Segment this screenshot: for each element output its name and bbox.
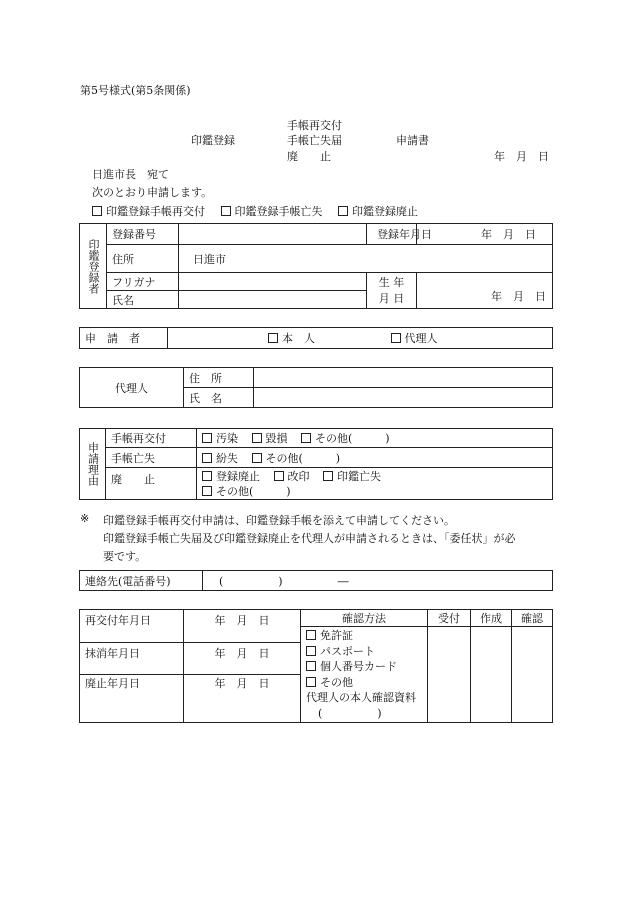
reason-table [79,428,553,500]
checkbox[interactable] [202,471,212,481]
checkbox[interactable] [274,471,284,481]
option-label: 登録廃止 [216,469,260,483]
reason-header: 申請理由 [80,429,106,500]
title-option-reissue: 手帳再交付 [287,119,342,132]
furigana-field[interactable] [179,273,367,291]
checkbox[interactable] [202,486,212,496]
registrant-table [79,223,553,309]
note-line-3: 要です。 [103,550,147,563]
checkbox[interactable] [202,453,212,463]
registrant-header: 印鑑登録者 [80,224,107,309]
receipt-label: 受付 [428,610,471,627]
confirm-method-label: 確認方法 [301,610,428,627]
applicant-table [79,327,553,349]
title-option-abolish: 廃 止 [287,150,331,163]
furigana-label: フリガナ [107,273,179,291]
agent-id-paren: ( ) [318,706,382,720]
note-line-1: 印鑑登録手帳再交付申請は、印鑑登録手帳を添えて申請してください。 [103,514,455,527]
confirm-methods [301,627,428,723]
checkbox[interactable] [338,206,348,216]
title-option-loss: 手帳亡失届 [287,134,342,147]
name-field[interactable] [179,291,367,309]
created-label: 作成 [471,610,512,627]
agent-name-label: 氏 名 [184,388,254,408]
cancel-date-field[interactable]: 年 月 日 [184,643,301,675]
agent-name-field[interactable] [254,388,553,408]
address-label: 住所 [107,245,179,273]
option-label: その他( ) [216,484,291,498]
agent-table [79,367,553,408]
applicant-self-label: 本 人 [282,332,315,345]
reg-number-field[interactable] [179,224,367,245]
checkbox[interactable] [391,333,401,343]
agent-address-field[interactable] [254,368,553,388]
title-suffix: 申請書 [396,134,429,147]
contact-label: 連絡先(電話番号) [80,571,203,591]
method-label: 免許証 [320,629,353,642]
option-label: 紛失 [216,451,238,465]
checkbox[interactable] [202,433,212,443]
checked-label: 確認 [512,610,553,627]
birth-label: 生 年 月 日 [367,273,417,309]
note-mark: ※ [80,512,90,525]
checkbox[interactable] [221,206,231,216]
cancel-date-label: 抹消年月日 [80,643,184,675]
reissue-date-field[interactable]: 年 月 日 [184,610,301,643]
checkbox[interactable] [252,453,262,463]
application-date: 年 月 日 [494,150,549,163]
agent-id-label: 代理人の本人確認資料 [306,691,416,704]
contact-field[interactable]: ( ) ― [203,571,553,591]
option-label: 汚染 [216,432,238,445]
applicant-label: 申 請 者 [80,328,168,349]
reg-date-label: 登録年月日 [367,224,417,245]
contact-table [79,570,553,591]
created-stamp[interactable] [471,627,512,723]
title-prefix: 印鑑登録 [191,134,235,147]
reissue-date-label: 再交付年月日 [80,610,184,643]
checkbox[interactable] [306,630,316,640]
method-label: その他 [320,675,353,689]
addressee: 日進市長 宛て [92,168,169,181]
option-label: その他( ) [265,451,341,465]
option-label: 毀損 [265,432,288,445]
applicant-options [168,328,553,349]
checkbox[interactable] [306,661,316,671]
office-table [79,609,553,723]
reason-label-loss: 手帳亡失 [106,448,197,468]
reg-date-field[interactable]: 年 月 日 [417,224,553,245]
note-line-2: 印鑑登録手帳亡失届及び印鑑登録廃止を代理人が申請されるときは、「委任状」が必 [103,532,516,545]
reg-number-label: 登録番号 [107,224,179,245]
checkbox[interactable] [306,646,316,656]
checked-stamp[interactable] [512,627,553,723]
applicant-agent-label: 代理人 [404,332,438,345]
checkbox[interactable] [301,433,311,443]
reason-options-loss [197,448,553,468]
checkbox-label-loss: 印鑑登録手帳亡失 [234,205,323,218]
checkbox[interactable] [268,333,278,343]
option-label: 改印 [287,469,310,483]
checkbox-label-abolish: 印鑑登録廃止 [352,205,418,218]
intro-text: 次のとおり申請します。 [92,186,213,199]
checkbox-row [92,203,418,219]
checkbox-label-reissue: 印鑑登録手帳再交付 [106,205,205,218]
option-label: 印鑑亡失 [337,469,381,483]
checkbox[interactable] [306,677,316,687]
abolish-date-label: 廃止年月日 [80,675,184,723]
reason-options-abolish [197,468,553,500]
address-field[interactable]: 日進市 [179,245,553,273]
checkbox[interactable] [323,471,333,481]
receipt-stamp[interactable] [428,627,471,723]
agent-address-label: 住 所 [184,368,254,388]
name-label: 氏名 [107,291,179,309]
agent-label: 代理人 [80,368,184,408]
method-label: 個人番号カード [320,660,397,673]
form-number: 第5号様式(第5条関係) [80,84,191,97]
checkbox[interactable] [92,206,102,216]
abolish-date-field[interactable]: 年 月 日 [184,675,301,723]
checkbox[interactable] [252,433,262,443]
option-label: その他( ) [315,432,390,445]
birth-date-field[interactable]: 年 月 日 [417,273,553,309]
method-label: パスポート [320,644,375,658]
reason-label-abolish: 廃 止 [106,468,197,500]
reason-options-reissue [197,429,553,448]
reason-label-reissue: 手帳再交付 [106,429,197,448]
